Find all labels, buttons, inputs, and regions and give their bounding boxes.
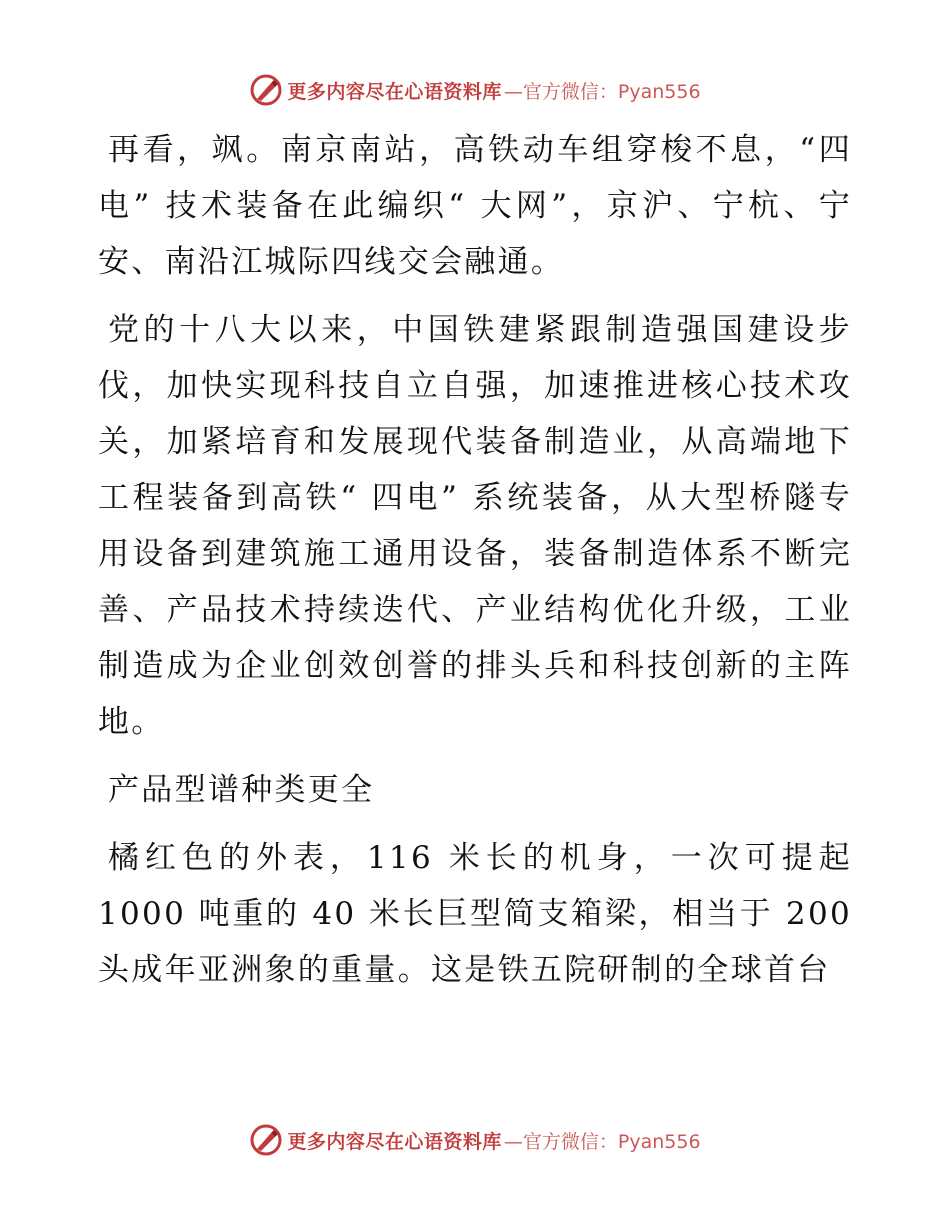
watermark-sub-text: —官方微信：Pyan556 bbox=[503, 1130, 701, 1153]
pen-logo-icon bbox=[249, 1123, 283, 1157]
section-heading: 产品型谱种类更全 bbox=[108, 772, 375, 808]
watermark-main-text: 更多内容尽在心语资料库 bbox=[287, 80, 502, 103]
document-body bbox=[98, 122, 852, 1010]
header-watermark bbox=[0, 70, 950, 110]
footer-watermark bbox=[0, 1120, 950, 1160]
pen-logo-icon bbox=[249, 73, 283, 107]
paragraph-2: 党的十八大以来，中国铁建紧跟制造强国建设步伐，加快实现科技自立自强，加速推进核心技术攻关，加紧培育和发展现代装备制造业，从高端地下工程装备到高铁“ 四电” 系统装备，从大型桥隧专用设备到建筑施工通用设备，装备制造体系不断完善、产品技术持续迭代、产业结构优化升级，工业制造成为企业创效创誉的排头兵和科技创新的主阵地。 bbox=[98, 312, 852, 740]
paragraph-3: 橘红色的外表，116 米长的机身，一次可提起 1000 吨重的 40 米长巨型简支箱梁，相当于 200 头成年亚洲象的重量。这是铁五院研制的全球首台 bbox=[98, 840, 852, 988]
paragraph-1: 再看，飒。南京南站，高铁动车组穿梭不息，“四电” 技术装备在此编织“ 大网”，京沪、宁杭、宁安、南沿江城际四线交会融通。 bbox=[98, 132, 852, 280]
watermark-sub-text: —官方微信：Pyan556 bbox=[503, 80, 701, 103]
watermark-main-text: 更多内容尽在心语资料库 bbox=[287, 1130, 502, 1153]
